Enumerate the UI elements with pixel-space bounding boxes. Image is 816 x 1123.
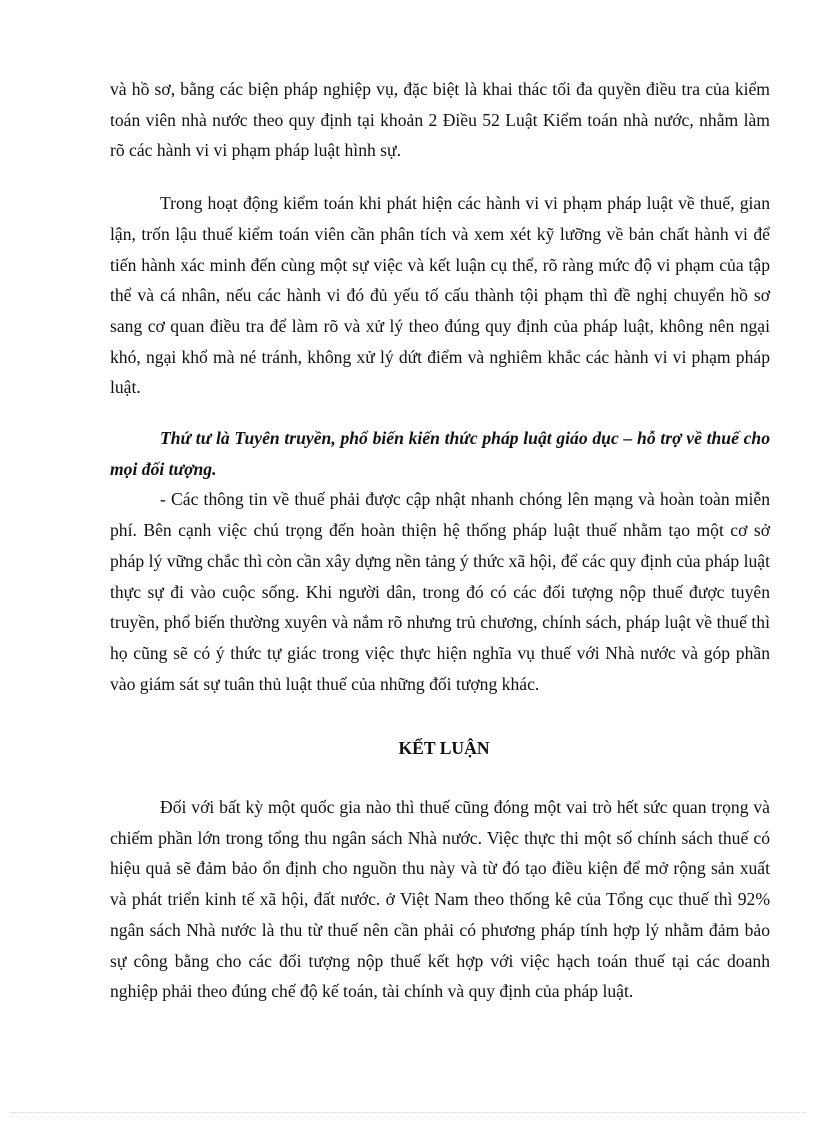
subheading-fourth-measure: Thứ tư là Tuyên truyền, phổ biến kiến thức pháp luật giáo dục – hỗ trợ về thuế cho mọi đối tượng. (110, 428, 770, 479)
document-page (110, 74, 770, 1007)
paragraph-audit-violations: Trong hoạt động kiểm toán khi phát hiện các hành vi vi phạm pháp luật về thuế, gian lận, trốn lậu thuế kiểm toán viên cần phân tích và xem xét kỹ lưỡng về bản chất hành vi để tiến hành xác minh đến cùng một sự việc và kết luận cụ thể, rõ ràng mức độ vi phạm của tập thể và cá nhân, nếu các hành vi đó đủ yếu tố cấu thành tội phạm thì đề nghị chuyển hồ sơ sang cơ quan điều tra để làm rõ và xử lý theo đúng quy định của pháp luật, không nên ngại khó, ngại khổ mà né tránh, không xử lý dứt điểm và nghiêm khắc các hành vi vi phạm pháp luật. (110, 193, 770, 398)
paragraph-continuation: và hồ sơ, bằng các biện pháp nghiệp vụ, đặc biệt là khai thác tối đa quyền điều tra của kiểm toán viên nhà nước theo quy định tại khoản 2 Điều 52 Luật Kiểm toán nhà nước, nhằm làm rõ các hành vi vi phạm pháp luật hình sự. (110, 79, 770, 161)
bullet-tax-information: - Các thông tin về thuế phải được cập nhật nhanh chóng lên mạng và hoàn toàn miễn phí. Bên cạnh việc chú trọng đến hoàn thiện hệ thống pháp luật thuế nhằm tạo một cơ sở pháp lý vững chắc thì còn cần xây dựng nền tảng ý thức xã hội, để các quy định của pháp luật thực sự đi vào cuộc sống. Khi người dân, trong đó có các đối tượng nộp thuế được tuyên truyền, phổ biến thường xuyên và nắm rõ nhưng trủ chương, chính sách, pháp luật về thuế thì họ cũng sẽ có ý thức tự giác trong việc thực hiện nghĩa vụ thuế với Nhà nước và góp phần vào giám sát sự tuân thủ luật thuế của những đối tượng khác. (110, 489, 770, 694)
conclusion-title: KẾT LUẬN (398, 738, 490, 759)
page-bottom-divider (10, 1112, 806, 1113)
conclusion-paragraph: Đối với bất kỳ một quốc gia nào thì thuế cũng đóng một vai trò hết sức quan trọng và chiếm phần lớn trong tổng thu ngân sách Nhà nước. Việc thực thi một số chính sách thuế có hiệu quả sẽ đảm bảo ổn định cho nguồn thu này và từ đó tạo điều kiện để mở rộng sản xuất và phát triển kinh tế xã hội, đất nước. ở Việt Nam theo thống kê của Tổng cục thuế thì 92% ngân sách Nhà nước là thu từ thuế nên cần phải có phương pháp tính hợp lý nhằm đảm bảo sự công bằng cho các đối tượng nộp thuế kết hợp với việc hạch toán thuế tại các doanh nghiệp phải theo đúng chế độ kế toán, tài chính và quy định của pháp luật. (110, 797, 770, 1002)
